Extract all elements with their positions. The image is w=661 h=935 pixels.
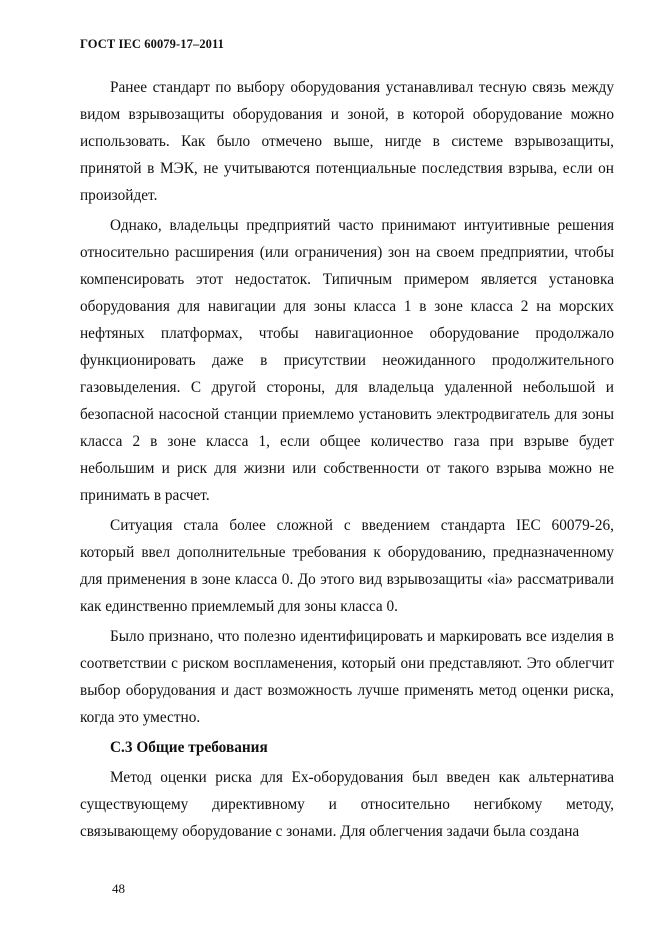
paragraph-ignition-risk-marking: Было признано, что полезно идентифицировать и маркировать все изделия в соответствии с риском воспламенения, который они представляют. Это облегчит выбор оборудования и даст возможность лучше применять метод оценки риска, когда это уместно.: [80, 628, 614, 726]
paragraph-previous-standard: Ранее стандарт по выбору оборудования устанавливал тесную связь между видом взрывозащиты оборудования и зоной, в которой оборудование можно использовать. Как было отмечено выше, нигде в системе взрывозащиты, принятой в МЭК, не учитываются потенциальные последствия взрыва, если он произойдет.: [80, 79, 614, 204]
document-body: [80, 74, 614, 848]
page-number: 48: [112, 881, 125, 896]
section-heading-c3: С.3 Общие требования: [110, 739, 268, 756]
paragraph-risk-assessment-method: Метод оценки риска для Ex-оборудования был введен как альтернатива существующему директивному и относительно негибкому методу, связывающему оборудование с зонами. Для облегчения задачи была создана: [80, 769, 614, 840]
paragraph-iec-60079-26: Ситуация стала более сложной с введением стандарта IEC 60079-26, который ввел дополнительные требования к оборудованию, предназначенному для применения в зоне класса 0. До этого вид взрывозащиты «ia» рассматривали как единственно приемлемый для зоны класса 0.: [80, 517, 614, 615]
paragraph-owners-decisions: Однако, владельцы предприятий часто принимают интуитивные решения относительно расширения (или ограничения) зон на своем предприятии, чтобы компенсировать этот недостаток. Типичным примером является установка оборудования для навигации для зоны класса 1 в зоне класса 2 на морских нефтяных платформах, чтобы навигационное оборудование продолжало функционировать даже в присутствии неожиданного продолжительного газовыделения. С другой стороны, для владельца удаленной небольшой и безопасной насосной станции приемлемо установить электродвигатель для зоны класса 2 в зоне класса 1, если общее количество газа при взрыве будет небольшим и риск для жизни или собственности от такого взрыва можно не принимать в расчет.: [80, 217, 614, 504]
document-header: ГОСТ IEC 60079-17–2011: [80, 37, 225, 51]
